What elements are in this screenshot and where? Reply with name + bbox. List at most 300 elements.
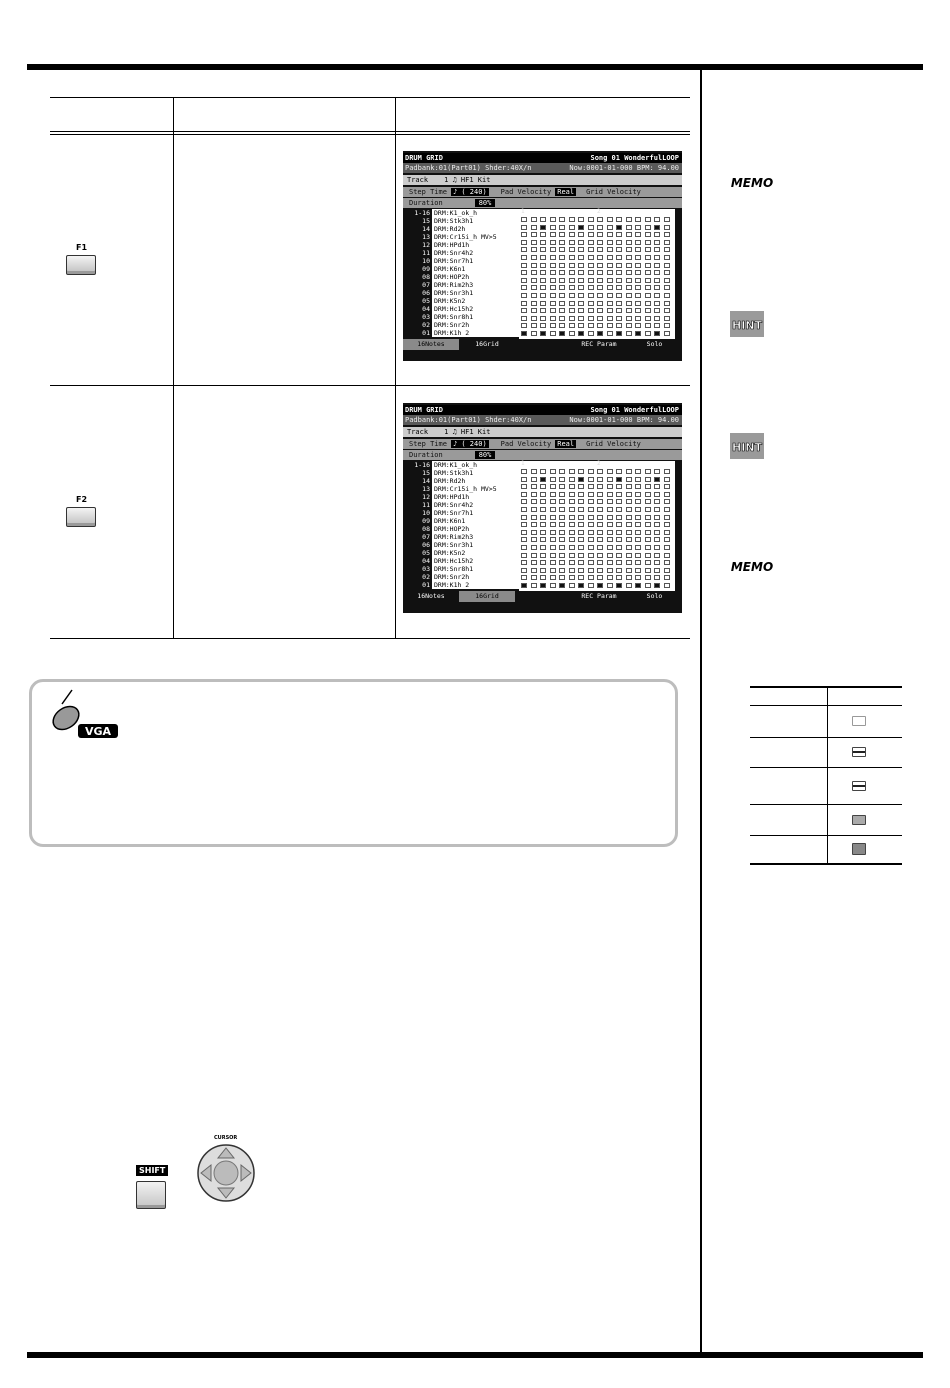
grid-step[interactable] — [664, 484, 670, 489]
grid-step[interactable] — [664, 499, 670, 504]
grid-step[interactable] — [521, 247, 527, 252]
grid-step[interactable] — [607, 232, 613, 237]
grid-step[interactable] — [616, 247, 622, 252]
grid-step[interactable] — [626, 484, 632, 489]
grid-step[interactable] — [550, 308, 556, 313]
grid-step[interactable] — [626, 308, 632, 313]
grid-step[interactable] — [578, 530, 584, 535]
grid-step[interactable] — [626, 293, 632, 298]
grid-step[interactable] — [559, 263, 565, 268]
grid-step[interactable] — [607, 323, 613, 328]
grid-step[interactable] — [654, 484, 660, 489]
grid-step[interactable] — [607, 507, 613, 512]
step-grid[interactable] — [519, 209, 675, 339]
grid-step[interactable] — [588, 316, 594, 321]
grid-step[interactable] — [664, 469, 670, 474]
grid-step[interactable] — [540, 225, 546, 230]
grid-step[interactable] — [635, 217, 641, 222]
pad-name[interactable]: DRM:Cr15i_h MV>5 — [432, 233, 520, 241]
grid-step[interactable] — [569, 469, 575, 474]
grid-step[interactable] — [550, 316, 556, 321]
grid-step[interactable] — [597, 278, 603, 283]
pad-name[interactable]: DRM:HPd1h — [432, 241, 520, 249]
grid-step[interactable] — [521, 492, 527, 497]
grid-step[interactable] — [626, 225, 632, 230]
pad-name[interactable]: DRM:Rim2h3 — [432, 533, 520, 541]
f1-button[interactable] — [66, 255, 96, 275]
function-key-tab[interactable]: Solo — [646, 592, 663, 600]
grid-step[interactable] — [550, 323, 556, 328]
grid-step[interactable] — [531, 331, 537, 336]
grid-step[interactable] — [521, 278, 527, 283]
grid-step[interactable] — [616, 545, 622, 550]
grid-step[interactable] — [588, 278, 594, 283]
grid-step[interactable] — [588, 285, 594, 290]
grid-step[interactable] — [550, 263, 556, 268]
grid-step[interactable] — [550, 522, 556, 527]
grid-step[interactable] — [521, 530, 527, 535]
grid-step[interactable] — [531, 247, 537, 252]
pad-name[interactable]: DRM:Stk3h1 — [432, 469, 520, 477]
f2-button[interactable] — [66, 507, 96, 527]
grid-step[interactable] — [569, 232, 575, 237]
grid-step[interactable] — [578, 308, 584, 313]
grid-step[interactable] — [654, 278, 660, 283]
grid-step[interactable] — [531, 568, 537, 573]
function-key-tab[interactable]: Solo — [646, 340, 663, 348]
grid-step[interactable] — [540, 522, 546, 527]
grid-step[interactable] — [578, 263, 584, 268]
grid-step[interactable] — [597, 545, 603, 550]
grid-step[interactable] — [569, 263, 575, 268]
grid-step[interactable] — [616, 537, 622, 542]
grid-step[interactable] — [616, 263, 622, 268]
grid-step[interactable] — [521, 568, 527, 573]
grid-step[interactable] — [607, 522, 613, 527]
grid-step[interactable] — [550, 247, 556, 252]
function-key-tab[interactable]: REC Param — [581, 592, 617, 600]
grid-step[interactable] — [588, 575, 594, 580]
grid-step[interactable] — [616, 515, 622, 520]
grid-step[interactable] — [664, 323, 670, 328]
grid-step[interactable] — [578, 323, 584, 328]
step-time-bar[interactable]: Step Time ♪ ( 240) Pad Velocity Real Grid Velocity — [403, 439, 682, 449]
grid-step[interactable] — [607, 477, 613, 482]
grid-step[interactable] — [578, 247, 584, 252]
grid-step[interactable] — [626, 492, 632, 497]
grid-step[interactable] — [607, 560, 613, 565]
grid-step[interactable] — [645, 331, 651, 336]
grid-step[interactable] — [635, 484, 641, 489]
grid-step[interactable] — [607, 553, 613, 558]
grid-step[interactable] — [635, 232, 641, 237]
grid-step[interactable] — [607, 499, 613, 504]
grid-step[interactable] — [645, 316, 651, 321]
grid-step[interactable] — [654, 537, 660, 542]
grid-step[interactable] — [616, 560, 622, 565]
grid-step[interactable] — [540, 537, 546, 542]
grid-step[interactable] — [559, 484, 565, 489]
grid-step[interactable] — [569, 568, 575, 573]
grid-step[interactable] — [578, 316, 584, 321]
grid-step[interactable] — [569, 217, 575, 222]
function-key-tab[interactable]: 16Notes — [417, 592, 445, 600]
grid-step[interactable] — [616, 308, 622, 313]
grid-step[interactable] — [645, 530, 651, 535]
grid-step[interactable] — [569, 545, 575, 550]
grid-step[interactable] — [550, 583, 556, 588]
pad-name[interactable]: DRM:HPd1h — [432, 493, 520, 501]
grid-step[interactable] — [521, 323, 527, 328]
grid-step[interactable] — [550, 477, 556, 482]
grid-step[interactable] — [540, 492, 546, 497]
grid-step[interactable] — [664, 492, 670, 497]
grid-step[interactable] — [588, 477, 594, 482]
grid-step[interactable] — [645, 492, 651, 497]
grid-step[interactable] — [569, 515, 575, 520]
grid-step[interactable] — [559, 560, 565, 565]
grid-step[interactable] — [597, 530, 603, 535]
grid-step[interactable] — [540, 232, 546, 237]
grid-step[interactable] — [635, 247, 641, 252]
grid-step[interactable] — [645, 477, 651, 482]
grid-step[interactable] — [664, 278, 670, 283]
grid-step[interactable] — [540, 499, 546, 504]
grid-step[interactable] — [664, 240, 670, 245]
grid-step[interactable] — [626, 247, 632, 252]
grid-step[interactable] — [664, 553, 670, 558]
grid-step[interactable] — [654, 507, 660, 512]
grid-step[interactable] — [559, 553, 565, 558]
grid-step[interactable] — [664, 560, 670, 565]
grid-step[interactable] — [616, 240, 622, 245]
grid-step[interactable] — [588, 583, 594, 588]
pad-list[interactable] — [406, 461, 520, 591]
grid-step[interactable] — [597, 247, 603, 252]
grid-step[interactable] — [597, 553, 603, 558]
grid-step[interactable] — [654, 568, 660, 573]
grid-step[interactable] — [645, 537, 651, 542]
grid-step[interactable] — [559, 522, 565, 527]
track-bar[interactable]: Track 1 ♫ HF1 Kit — [403, 427, 682, 437]
grid-step[interactable] — [521, 469, 527, 474]
grid-step[interactable] — [531, 308, 537, 313]
grid-step[interactable] — [607, 285, 613, 290]
grid-step[interactable] — [531, 545, 537, 550]
grid-step[interactable] — [635, 515, 641, 520]
grid-step[interactable] — [616, 301, 622, 306]
grid-step[interactable] — [550, 537, 556, 542]
grid-step[interactable] — [559, 255, 565, 260]
grid-step[interactable] — [550, 469, 556, 474]
grid-step[interactable] — [626, 477, 632, 482]
grid-step[interactable] — [664, 270, 670, 275]
grid-step[interactable] — [578, 522, 584, 527]
pad-name[interactable]: DRM:K6n1 — [432, 265, 520, 273]
grid-step[interactable] — [540, 484, 546, 489]
grid-step[interactable] — [635, 270, 641, 275]
grid-step[interactable] — [607, 469, 613, 474]
grid-step[interactable] — [569, 331, 575, 336]
grid-step[interactable] — [654, 285, 660, 290]
grid-step[interactable] — [645, 575, 651, 580]
grid-step[interactable] — [607, 484, 613, 489]
grid-step[interactable] — [607, 308, 613, 313]
grid-step[interactable] — [540, 545, 546, 550]
grid-step[interactable] — [550, 278, 556, 283]
grid-step[interactable] — [588, 530, 594, 535]
grid-step[interactable] — [588, 331, 594, 336]
cursor-pad[interactable] — [196, 1142, 256, 1204]
grid-step[interactable] — [569, 553, 575, 558]
grid-step[interactable] — [559, 583, 565, 588]
grid-step[interactable] — [597, 484, 603, 489]
grid-step[interactable] — [616, 217, 622, 222]
grid-step[interactable] — [531, 537, 537, 542]
grid-step[interactable] — [597, 522, 603, 527]
grid-step[interactable] — [654, 530, 660, 535]
grid-step[interactable] — [569, 323, 575, 328]
grid-step[interactable] — [664, 232, 670, 237]
grid-step[interactable] — [607, 270, 613, 275]
grid-step[interactable] — [664, 225, 670, 230]
grid-step[interactable] — [588, 263, 594, 268]
grid-step[interactable] — [569, 278, 575, 283]
grid-step[interactable] — [588, 568, 594, 573]
grid-step[interactable] — [569, 225, 575, 230]
grid-step[interactable] — [635, 225, 641, 230]
grid-step[interactable] — [645, 240, 651, 245]
grid-step[interactable] — [550, 232, 556, 237]
pad-name[interactable]: DRM:Snr3h1 — [432, 541, 520, 549]
grid-step[interactable] — [654, 575, 660, 580]
grid-step[interactable] — [645, 568, 651, 573]
grid-step[interactable] — [521, 217, 527, 222]
grid-step[interactable] — [559, 499, 565, 504]
grid-step[interactable] — [635, 492, 641, 497]
grid-step[interactable] — [616, 331, 622, 336]
grid-step[interactable] — [531, 583, 537, 588]
grid-step[interactable] — [616, 484, 622, 489]
grid-step[interactable] — [540, 507, 546, 512]
grid-step[interactable] — [597, 270, 603, 275]
grid-step[interactable] — [540, 568, 546, 573]
grid-step[interactable] — [654, 545, 660, 550]
grid-step[interactable] — [654, 553, 660, 558]
grid-step[interactable] — [597, 217, 603, 222]
grid-step[interactable] — [588, 484, 594, 489]
grid-step[interactable] — [635, 499, 641, 504]
grid-step[interactable] — [607, 316, 613, 321]
grid-step[interactable] — [664, 545, 670, 550]
grid-step[interactable] — [588, 537, 594, 542]
grid-step[interactable] — [569, 308, 575, 313]
grid-step[interactable] — [645, 293, 651, 298]
grid-step[interactable] — [550, 484, 556, 489]
grid-step[interactable] — [664, 568, 670, 573]
grid-step[interactable] — [616, 522, 622, 527]
grid-step[interactable] — [597, 263, 603, 268]
grid-step[interactable] — [654, 583, 660, 588]
grid-step[interactable] — [578, 285, 584, 290]
grid-step[interactable] — [578, 537, 584, 542]
grid-step[interactable] — [578, 331, 584, 336]
grid-step[interactable] — [597, 507, 603, 512]
grid-step[interactable] — [597, 560, 603, 565]
grid-step[interactable] — [645, 247, 651, 252]
grid-step[interactable] — [559, 225, 565, 230]
grid-step[interactable] — [664, 331, 670, 336]
grid-step[interactable] — [540, 278, 546, 283]
grid-step[interactable] — [645, 515, 651, 520]
grid-step[interactable] — [521, 301, 527, 306]
pad-name[interactable]: DRM:K5n2 — [432, 297, 520, 305]
grid-step[interactable] — [531, 225, 537, 230]
grid-step[interactable] — [578, 545, 584, 550]
grid-step[interactable] — [626, 270, 632, 275]
grid-step[interactable] — [569, 477, 575, 482]
grid-step[interactable] — [578, 255, 584, 260]
grid-step[interactable] — [521, 484, 527, 489]
grid-step[interactable] — [645, 583, 651, 588]
grid-step[interactable] — [578, 477, 584, 482]
grid-step[interactable] — [654, 301, 660, 306]
pad-name[interactable]: DRM:Rd2h — [432, 225, 520, 233]
grid-step[interactable] — [635, 323, 641, 328]
grid-step[interactable] — [626, 522, 632, 527]
grid-step[interactable] — [540, 308, 546, 313]
grid-step[interactable] — [664, 263, 670, 268]
pad-name[interactable]: DRM:Snr2h — [432, 573, 520, 581]
grid-step[interactable] — [588, 232, 594, 237]
grid-step[interactable] — [521, 545, 527, 550]
step-grid[interactable] — [519, 461, 675, 591]
grid-step[interactable] — [616, 568, 622, 573]
grid-step[interactable] — [531, 553, 537, 558]
grid-step[interactable] — [559, 477, 565, 482]
track-bar[interactable]: Track 1 ♫ HF1 Kit — [403, 175, 682, 185]
grid-step[interactable] — [540, 583, 546, 588]
grid-step[interactable] — [607, 583, 613, 588]
grid-step[interactable] — [578, 568, 584, 573]
grid-step[interactable] — [626, 575, 632, 580]
pad-name[interactable]: DRM:Stk3h1 — [432, 217, 520, 225]
grid-step[interactable] — [607, 247, 613, 252]
grid-step[interactable] — [569, 301, 575, 306]
grid-step[interactable] — [521, 232, 527, 237]
grid-step[interactable] — [626, 515, 632, 520]
grid-step[interactable] — [597, 301, 603, 306]
grid-step[interactable] — [531, 285, 537, 290]
grid-step[interactable] — [597, 240, 603, 245]
grid-step[interactable] — [626, 278, 632, 283]
grid-step[interactable] — [559, 278, 565, 283]
grid-step[interactable] — [531, 217, 537, 222]
grid-step[interactable] — [578, 225, 584, 230]
grid-step[interactable] — [607, 240, 613, 245]
grid-step[interactable] — [607, 331, 613, 336]
grid-step[interactable] — [635, 316, 641, 321]
grid-step[interactable] — [645, 225, 651, 230]
grid-step[interactable] — [569, 492, 575, 497]
grid-step[interactable] — [559, 293, 565, 298]
grid-step[interactable] — [550, 301, 556, 306]
grid-step[interactable] — [664, 308, 670, 313]
pad-name[interactable]: DRM:Rd2h — [432, 477, 520, 485]
grid-step[interactable] — [569, 507, 575, 512]
step-time-bar[interactable]: Step Time ♪ ( 240) Pad Velocity Real Grid Velocity — [403, 187, 682, 197]
grid-step[interactable] — [607, 537, 613, 542]
grid-step[interactable] — [531, 575, 537, 580]
grid-step[interactable] — [645, 308, 651, 313]
grid-step[interactable] — [569, 484, 575, 489]
grid-step[interactable] — [569, 560, 575, 565]
grid-step[interactable] — [550, 515, 556, 520]
grid-step[interactable] — [607, 225, 613, 230]
grid-step[interactable] — [521, 293, 527, 298]
grid-step[interactable] — [616, 530, 622, 535]
pad-name[interactable]: DRM:Snr8h1 — [432, 565, 520, 573]
grid-step[interactable] — [578, 270, 584, 275]
grid-step[interactable] — [588, 323, 594, 328]
grid-step[interactable] — [597, 225, 603, 230]
grid-step[interactable] — [531, 232, 537, 237]
grid-step[interactable] — [521, 255, 527, 260]
grid-step[interactable] — [569, 293, 575, 298]
grid-step[interactable] — [531, 278, 537, 283]
grid-step[interactable] — [588, 545, 594, 550]
grid-step[interactable] — [645, 323, 651, 328]
grid-step[interactable] — [664, 537, 670, 542]
grid-step[interactable] — [626, 560, 632, 565]
grid-step[interactable] — [550, 575, 556, 580]
grid-step[interactable] — [654, 263, 660, 268]
grid-step[interactable] — [616, 583, 622, 588]
grid-step[interactable] — [654, 499, 660, 504]
grid-step[interactable] — [521, 499, 527, 504]
grid-step[interactable] — [540, 301, 546, 306]
grid-step[interactable] — [540, 515, 546, 520]
grid-step[interactable] — [588, 560, 594, 565]
pad-name[interactable]: DRM:Snr7h1 — [432, 509, 520, 517]
grid-step[interactable] — [597, 308, 603, 313]
grid-step[interactable] — [531, 492, 537, 497]
grid-step[interactable] — [654, 232, 660, 237]
grid-step[interactable] — [540, 316, 546, 321]
grid-step[interactable] — [635, 255, 641, 260]
grid-step[interactable] — [588, 217, 594, 222]
grid-step[interactable] — [635, 545, 641, 550]
grid-step[interactable] — [597, 323, 603, 328]
pad-name[interactable]: DRM:Snr8h1 — [432, 313, 520, 321]
grid-step[interactable] — [578, 499, 584, 504]
grid-step[interactable] — [588, 308, 594, 313]
grid-step[interactable] — [559, 270, 565, 275]
grid-step[interactable] — [597, 568, 603, 573]
grid-step[interactable] — [664, 217, 670, 222]
grid-step[interactable] — [521, 507, 527, 512]
grid-step[interactable] — [635, 507, 641, 512]
grid-step[interactable] — [540, 477, 546, 482]
grid-step[interactable] — [654, 515, 660, 520]
grid-step[interactable] — [588, 553, 594, 558]
grid-step[interactable] — [645, 499, 651, 504]
function-key-tab[interactable]: 16Grid — [459, 591, 515, 602]
grid-step[interactable] — [607, 530, 613, 535]
grid-step[interactable] — [559, 232, 565, 237]
grid-step[interactable] — [588, 293, 594, 298]
grid-step[interactable] — [635, 530, 641, 535]
